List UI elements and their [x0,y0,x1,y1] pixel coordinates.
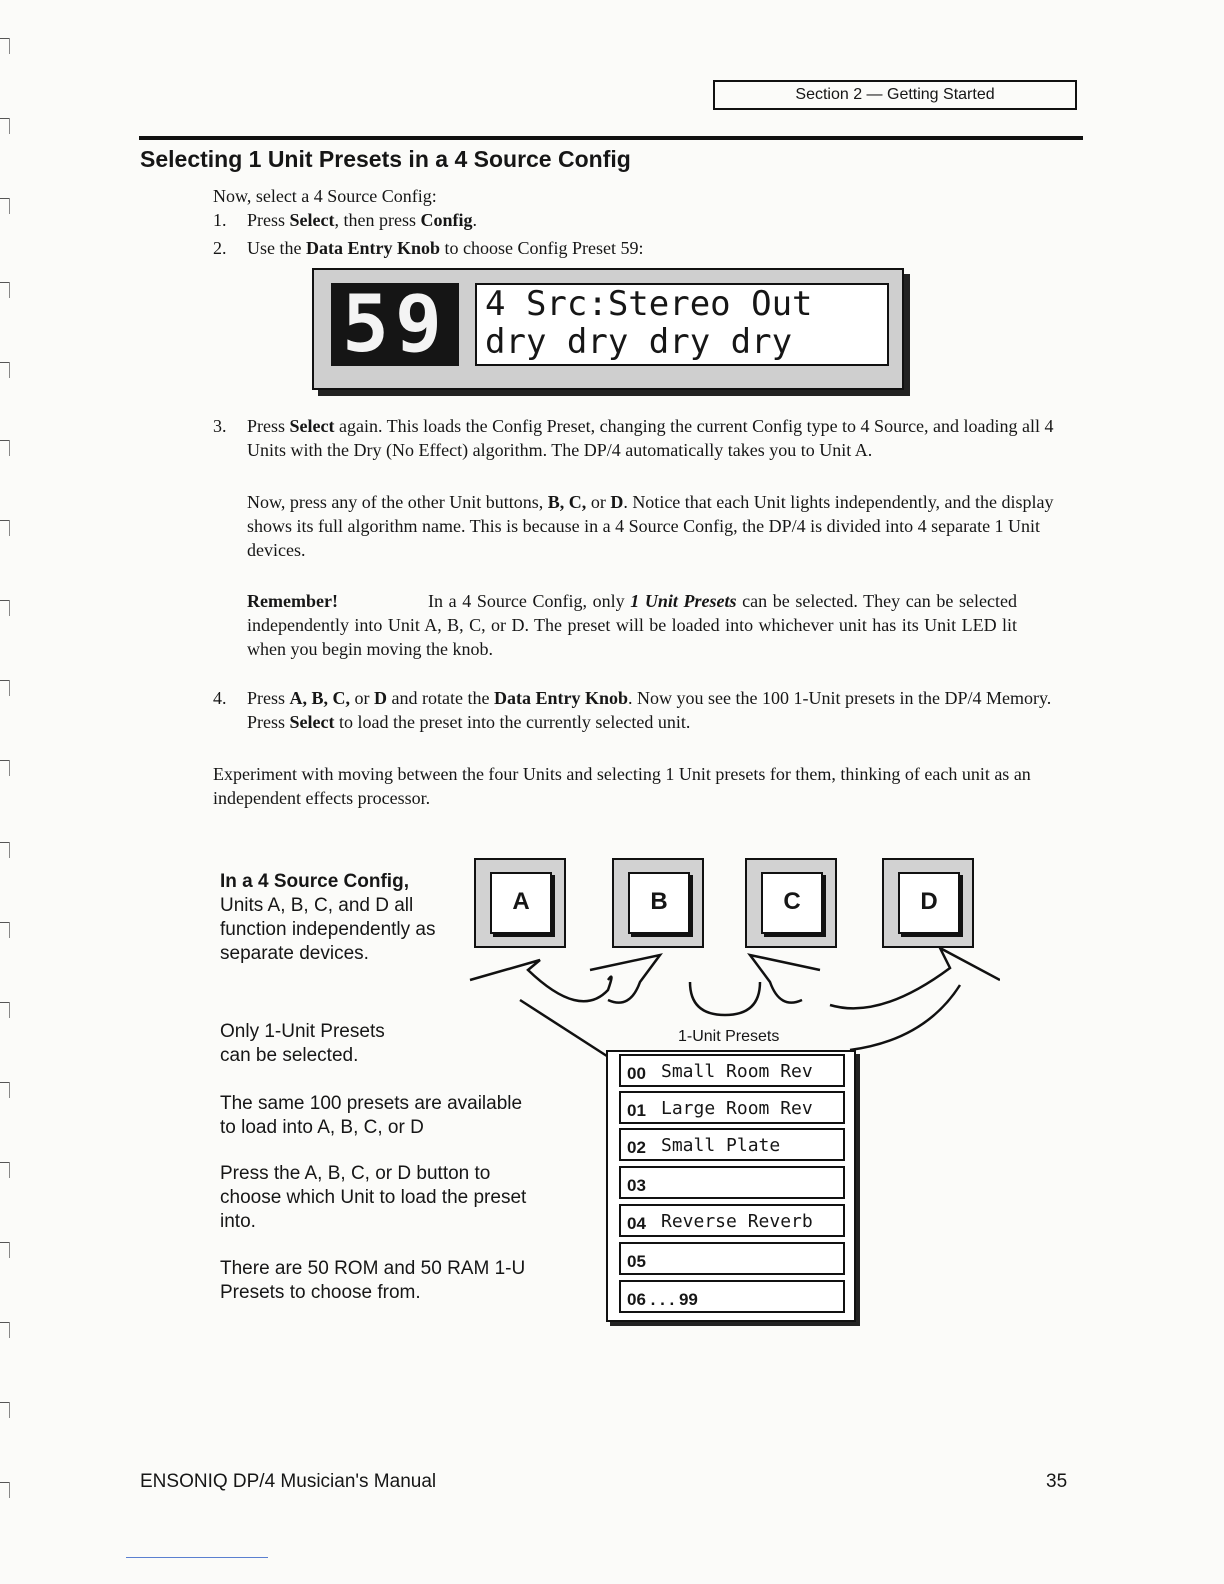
preset-name: Small Plate [661,1135,781,1156]
data-entry-knob-label: Data Entry Knob [305,238,440,258]
unit-c-frame [745,858,837,948]
preset-number: 01 [627,1101,646,1120]
step-4 [213,686,1058,734]
lcd-preset-number [331,280,459,370]
step-2 [213,236,913,260]
unit-d-button: D [898,872,960,934]
unit-a-frame [474,858,566,948]
step-1 [213,208,913,232]
step-text: to choose Config Preset 59: [440,238,644,258]
para-text: or [586,492,611,512]
unit-key-d: D [610,492,624,512]
note-only-1-unit: Only 1-Unit Presets can be selected. [220,1021,385,1066]
unit-c-button: C [761,872,823,934]
preset-number: 05 [627,1252,646,1271]
select-key: Select [289,712,335,732]
preset-name: Large Room Rev [661,1098,813,1119]
header-rule [139,136,1083,140]
preset-number: 00 [627,1064,646,1083]
preset-number: 06 . . . 99 [627,1290,698,1309]
remember-text: In a 4 Source Config, only [427,591,631,611]
step-text: Press [247,416,290,436]
caption-heading: In a 4 Source Config, [220,871,409,892]
intro-text: Now, select a 4 Source Config: [213,186,437,206]
presets-title: 1-Unit Presets [678,1028,780,1045]
note-same-100: The same 100 presets are available to load into A, B, C, or D [220,1093,523,1138]
step-number: 3. [213,416,227,436]
remember-text: can be selected. They can be selected independently into Unit A, B, C, or D. The preset will be loaded into whichever unit has its Unit LED lit when you begin moving the knob. [247,591,1017,659]
preset-row [619,1204,845,1237]
preset-number: 03 [627,1176,646,1195]
unit-keys: A, B, C, [289,688,351,708]
preset-row [619,1054,845,1087]
preset-number: 02 [627,1138,646,1157]
remember-label: Remember! [247,591,338,611]
unit-b-frame [612,858,704,948]
para-text: Now, press any of the other Unit buttons, [247,492,548,512]
step-text: to load the preset into the currently selected unit. [334,712,691,732]
step-number: 1. [213,210,227,230]
preset-row [619,1091,845,1124]
preset-row [619,1242,845,1275]
preset-row [619,1280,845,1313]
experiment-paragraph: Experiment with moving between the four Units and selecting 1 Unit presets for them, thinking of each unit as an independent effects processor. [213,764,1031,808]
section-header: Section 2 — Getting Started [713,80,1077,110]
page-number: 35 [1046,1471,1068,1492]
lcd-line-1: 4 Src:Stereo Out [485,284,813,324]
step-number: 2. [213,238,227,258]
step-text: Use the [247,238,306,258]
unit-keys: B, C, [547,492,587,512]
preset-row [619,1166,845,1199]
step-text: Press [247,210,290,230]
lcd-text-panel [475,283,889,366]
step-text: again. This loads the Config Preset, changing the current Config type to 4 Source, and loading all 4 Units with the Dry (No Effect) algorithm. The DP/4 automatically takes you to Unit A. [247,416,1054,460]
unit-key-d: D [374,688,388,708]
unit-a-button: A [490,872,552,934]
step-text: , then press [334,210,421,230]
step-text: . [472,210,477,230]
select-key: Select [289,416,335,436]
preset-name: Reverse Reverb [661,1211,813,1232]
data-entry-knob-label: Data Entry Knob [494,688,629,708]
select-key: Select [289,210,335,230]
step-text: and rotate the [387,688,494,708]
diagram-caption [220,870,450,966]
footer-title: ENSONIQ DP/4 Musician's Manual [140,1471,437,1492]
config-key: Config [420,210,473,230]
preset-number: 04 [627,1214,646,1233]
page-heading: Selecting 1 Unit Presets in a 4 Source Config [140,146,631,172]
caption-text: Units A, B, C, and D all function independently as separate devices. [220,895,436,964]
preset-name: Small Room Rev [661,1061,813,1082]
note-press-button: Press the A, B, C, or D button to choose which Unit to load the preset into. [220,1163,527,1232]
step-number: 4. [213,688,227,708]
note-rom-ram: There are 50 ROM and 50 RAM 1-U Presets to choose from. [220,1258,526,1303]
step-text: Press [247,688,290,708]
para-text: . Notice that each Unit lights independently, and the display shows its full algorithm name. This is because in a 4 Source Config, the DP/4 is divided into 4 separate 1 Unit devices. [247,492,1054,560]
lcd-number-text: 59 [342,280,448,370]
step-text: or [350,688,375,708]
remember-note [247,589,1017,661]
unit-b-button: B [628,872,690,934]
step-3 [213,414,1058,462]
emphasis-1-unit-presets: 1 Unit Presets [630,591,737,611]
bottom-underline [126,1557,268,1558]
unit-d-frame [882,858,974,948]
preset-row [619,1128,845,1161]
step-text: . Now you see the 100 1-Unit presets in the DP/4 Memory. Press [247,688,1052,732]
lcd-line-2: dry dry dry dry [485,322,793,362]
paragraph-unit-buttons [247,490,1058,562]
